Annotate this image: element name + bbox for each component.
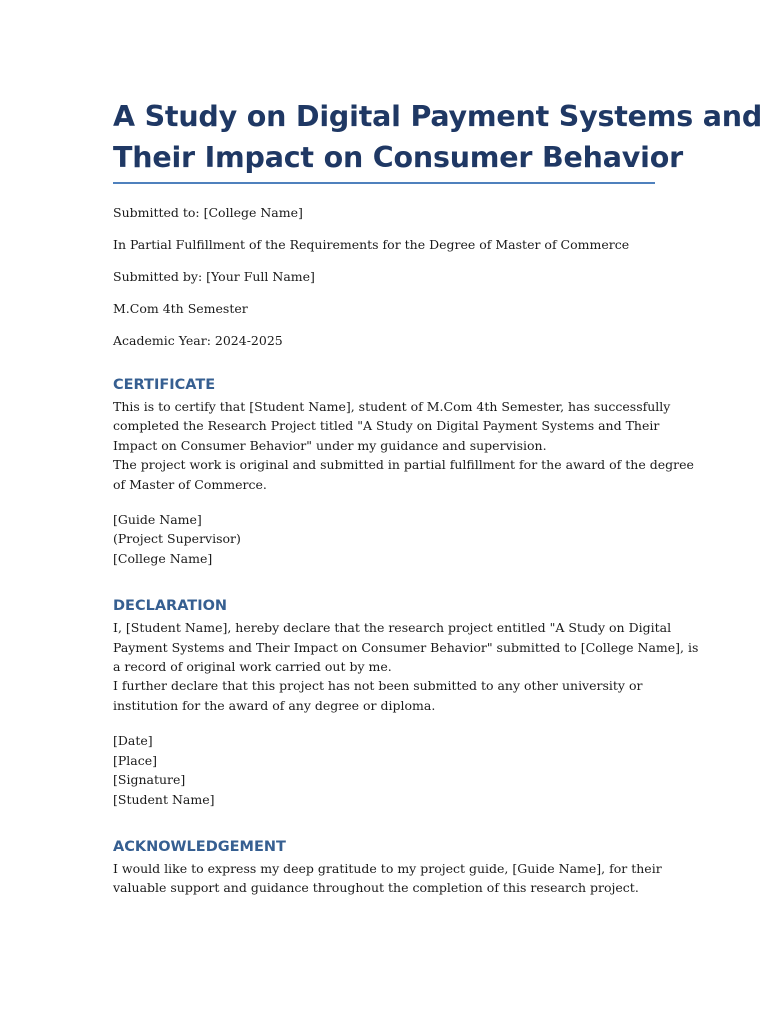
signature-placeholder: [Signature]	[113, 772, 186, 788]
acknowledgement-line: valuable support and guidance throughout the completion of this research project.	[113, 880, 639, 896]
certificate-body	[113, 397, 694, 494]
document-page	[113, 96, 763, 898]
certificate-line: The project work is original and submitted in partial fulfillment for the award of the degree	[113, 457, 694, 473]
certificate-signature-block	[113, 510, 658, 568]
certificate-heading: CERTIFICATE	[113, 377, 216, 393]
declaration-line: I, [Student Name], hereby declare that the research project entitled "A Study on Digital	[113, 620, 672, 636]
certificate-line: This is to certify that [Student Name], student of M.Com 4th Semester, has successfully	[113, 399, 671, 414]
academic-year: Academic Year: 2024-2025	[113, 333, 283, 348]
declaration-line: Payment Systems and Their Impact on Consumer Behavior" submitted to [College Name], is	[113, 639, 699, 655]
certificate-section	[113, 375, 694, 568]
submitted-to: Submitted to: [College Name]	[113, 205, 303, 220]
declaration-signature-block	[113, 731, 658, 809]
submission-details	[113, 205, 658, 349]
title-line: Their Impact on Consumer Behavior	[113, 141, 683, 174]
declaration-heading: DECLARATION	[113, 598, 228, 615]
declaration-section	[113, 596, 699, 809]
certificate-line: Impact on Consumer Behavior" under my guidance and supervision.	[113, 437, 547, 453]
declaration-line: a record of original work carried out by me.	[113, 659, 392, 675]
acknowledgement-line: I would like to express my deep gratitude to my project guide, [Guide Name], for their	[113, 860, 662, 876]
declaration-body	[113, 618, 699, 715]
declaration-line: institution for the award of any degree or diploma.	[113, 697, 436, 713]
title-line: A Study on Digital Payment Systems and	[113, 100, 763, 133]
date-placeholder: [Date]	[113, 733, 153, 749]
college-name: [College Name]	[113, 550, 213, 566]
acknowledgement-section	[113, 837, 662, 898]
semester: M.Com 4th Semester	[113, 301, 248, 316]
declaration-line: I further declare that this project has not been submitted to any other university or	[113, 678, 643, 694]
student-name-placeholder: [Student Name]	[113, 791, 215, 807]
title-underline	[113, 182, 655, 184]
document-title	[113, 96, 763, 178]
acknowledgement-heading: ACKNOWLEDGEMENT	[113, 838, 286, 855]
guide-name: [Guide Name]	[113, 512, 202, 528]
degree-requirement: In Partial Fulfillment of the Requirements for the Degree of Master of Commerce	[113, 237, 630, 252]
certificate-line: completed the Research Project titled "A Study on Digital Payment Systems and Their	[113, 418, 660, 434]
acknowledgement-body	[113, 859, 662, 898]
submitted-by: Submitted by: [Your Full Name]	[113, 269, 315, 284]
place-placeholder: [Place]	[113, 752, 158, 768]
guide-role: (Project Supervisor)	[113, 531, 241, 547]
certificate-line: of Master of Commerce.	[113, 476, 267, 492]
